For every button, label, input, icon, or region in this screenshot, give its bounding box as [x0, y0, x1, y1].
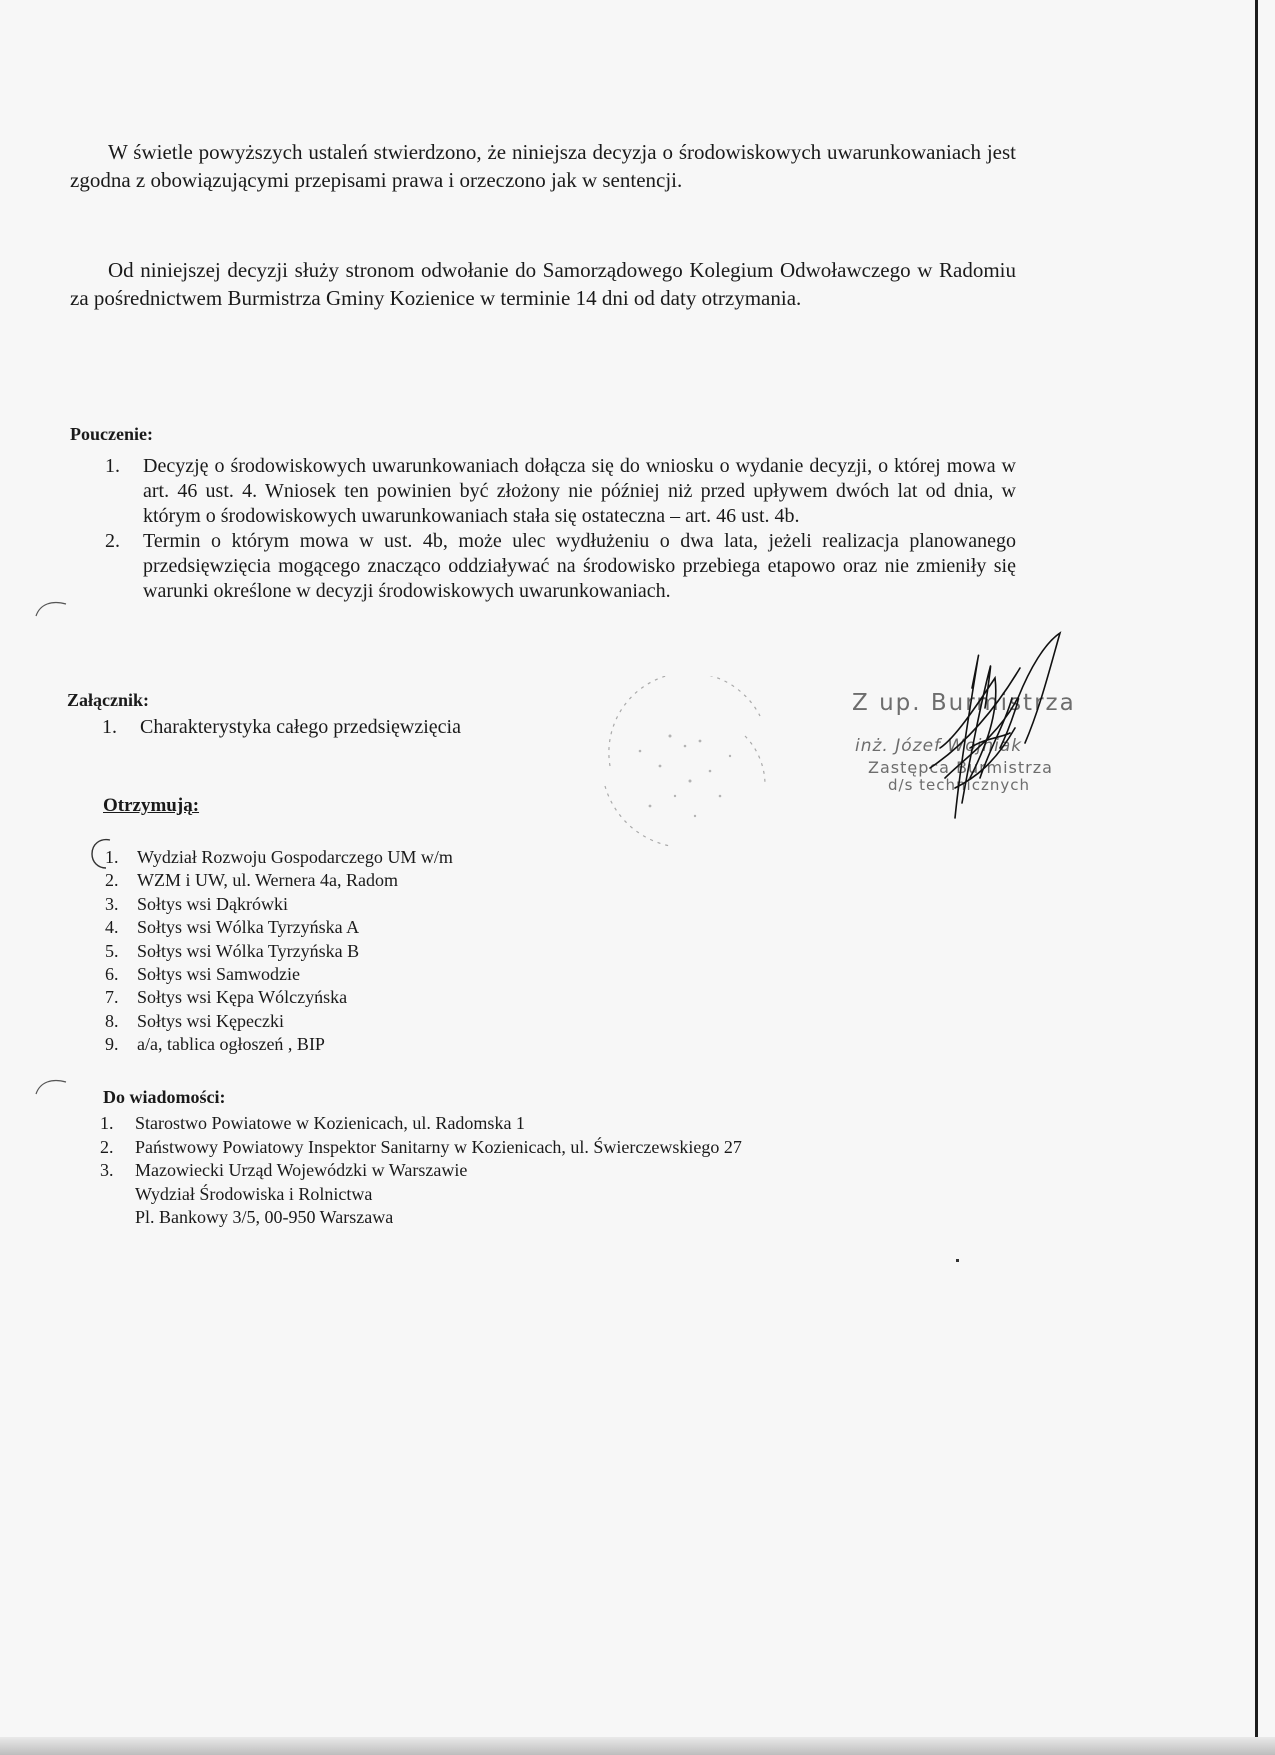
list-item-line: Wydział Środowiska i Rolnictwa	[135, 1183, 373, 1204]
otrzymuja-list	[105, 846, 737, 1057]
list-item-line: Starostwo Powiatowe w Kozienicach, ul. Radomska 1	[135, 1113, 525, 1133]
pouczenie-list	[105, 454, 1016, 604]
list-item-line: Pl. Bankowy 3/5, 00-950 Warszawa	[135, 1207, 394, 1227]
handwritten-circle-mark	[86, 836, 122, 872]
list-item-text: Charakterystyka całego przedsięwzięcia	[140, 716, 461, 738]
list-item-line: Mazowiecki Urząd Wojewódzki w Warszawie	[135, 1160, 468, 1180]
list-number: 2.	[100, 1136, 114, 1157]
handwritten-signature	[900, 628, 1070, 828]
round-stamp	[590, 676, 790, 856]
otrzymuja-item	[105, 940, 737, 963]
pouczenie-item	[105, 454, 1016, 529]
list-number: 3.	[105, 893, 119, 914]
otrzymuja-item	[105, 986, 737, 1009]
zalacznik-list	[102, 716, 640, 739]
list-number: 5.	[105, 940, 119, 961]
list-item-text: Decyzję o środowiskowych uwarunkowaniach dołącza się do wniosku o wydanie decyzji, o której mowa w art. 46 ust. 4. Wniosek ten powinien być złożony nie później niż przed upływem dwóch lat od dnia, w którym o środowiskowych uwarunkowaniach stała się ostateczna – art. 46 ust. 4b.	[143, 455, 1016, 527]
list-item-text: Sołtys wsi Kępa Wólczyńska	[137, 987, 348, 1008]
list-number: 6.	[105, 964, 119, 985]
otrzymuja-item	[105, 846, 737, 869]
list-number: 9.	[105, 1034, 119, 1055]
otrzymuja-item	[105, 1033, 737, 1056]
pouczenie-item	[105, 529, 1016, 604]
otrzymuja-item	[105, 1010, 737, 1033]
hole-punch-mark	[34, 598, 68, 618]
do-wiadomosci-item	[100, 1136, 895, 1160]
otrzymuja-heading: Otrzymują:	[103, 795, 200, 816]
otrzymuja-item	[105, 869, 737, 892]
zalacznik-heading: Załącznik:	[67, 690, 150, 710]
speck	[956, 1259, 959, 1262]
do-wiadomosci-item	[100, 1112, 895, 1136]
list-number: 1.	[105, 847, 119, 867]
paragraph-appeal	[70, 256, 1016, 312]
list-item-text: Sołtys wsi Wólka Tyrzyńska A	[137, 917, 360, 938]
list-number: 8.	[105, 1010, 119, 1031]
paragraph-appeal-text: Od niniejszej decyzji służy stronom odwołanie do Samorządowego Kolegium Odwoławczego w Radomiu za pośrednictwem Burmistrza Gminy Kozienice w terminie 14 dni od daty otrzymania.	[70, 258, 1016, 310]
list-number: 4.	[105, 917, 119, 938]
scan-edge-line	[1255, 0, 1258, 1737]
scan-bottom-edge	[0, 1737, 1275, 1755]
zalacznik-item	[102, 716, 640, 739]
paragraph-findings	[70, 138, 1016, 194]
otrzymuja-item	[105, 893, 737, 916]
list-number: 7.	[105, 987, 119, 1008]
hole-punch-mark	[34, 1076, 68, 1096]
list-item-text: Sołtys wsi Wólka Tyrzyńska B	[137, 940, 360, 961]
list-item-text: a/a, tablica ogłoszeń , BIP	[137, 1034, 325, 1055]
list-number: 2.	[105, 530, 120, 552]
list-number: 2.	[105, 870, 119, 891]
list-number: 3.	[100, 1160, 114, 1180]
list-item-text: WZM i UW, ul. Wernera 4a, Radom	[137, 870, 398, 891]
do-wiadomosci-heading: Do wiadomości:	[103, 1087, 226, 1107]
list-number: 1.	[102, 716, 117, 738]
list-item-text: Termin o którym mowa w ust. 4b, może ulec wydłużeniu o dwa lata, jeżeli realizacja planowanego przedsięwzięcia mogącego znacząco oddziaływać na środowisko przebiega etapowo oraz nie zmieniły się warunki określone w decyzji środowiskowych uwarunkowaniach.	[143, 530, 1016, 602]
pouczenie-heading: Pouczenie:	[70, 424, 153, 444]
list-number: 1.	[100, 1113, 114, 1133]
list-number: 1.	[105, 455, 120, 477]
do-wiadomosci-item	[100, 1159, 895, 1230]
paragraph-findings-text: W świetle powyższych ustaleń stwierdzono, że niniejsza decyzja o środowiskowych uwarunkowaniach jest zgodna z obowiązującymi przepisami prawa i orzeczono jak w sentencji.	[70, 140, 1016, 192]
do-wiadomosci-list	[100, 1112, 895, 1230]
signature-stamp-line3: Zastępca Burmistrza	[868, 758, 1053, 777]
signature-stamp-line4: d/s technicznych	[888, 776, 1030, 794]
list-item-text: Sołtys wsi Kępeczki	[137, 1010, 284, 1031]
signature-stamp-line1: Z up. Burmistrza	[852, 690, 1076, 716]
otrzymuja-item	[105, 916, 737, 939]
signature-stamp-line2: inż. Józef Wojniak	[855, 736, 1023, 756]
list-item-line: Państwowy Powiatowy Inspektor Sanitarny w Kozienicach, ul. Świerczewskiego 27	[135, 1136, 742, 1157]
list-item-text: Wydział Rozwoju Gospodarczego UM w/m	[137, 847, 453, 867]
list-item-text: Sołtys wsi Samwodzie	[137, 964, 301, 985]
otrzymuja-item	[105, 963, 737, 986]
list-item-text: Sołtys wsi Dąkrówki	[137, 893, 289, 914]
